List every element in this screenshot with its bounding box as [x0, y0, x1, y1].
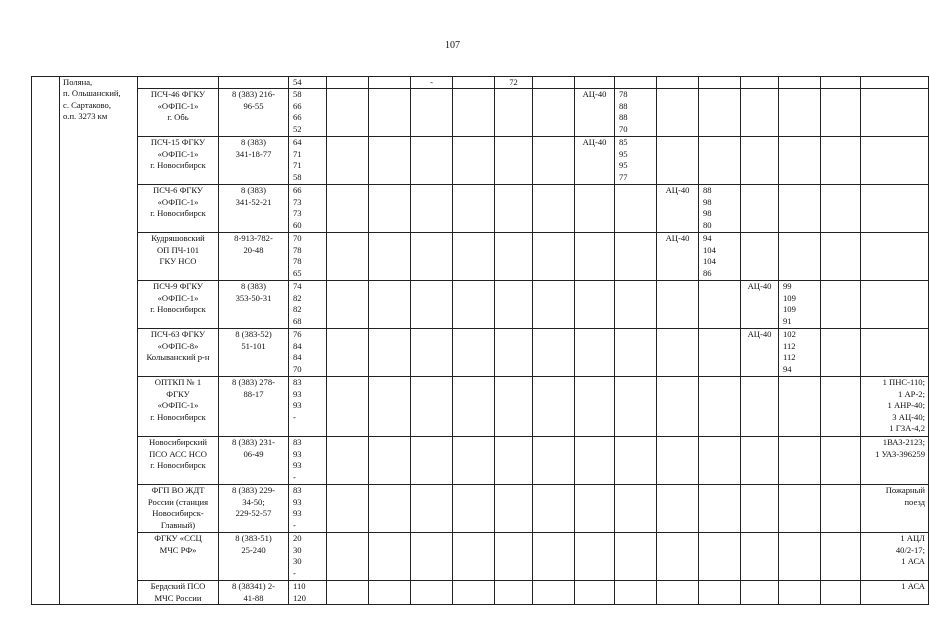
- empty-cell: [453, 329, 495, 377]
- empty-cell: [657, 533, 699, 581]
- empty-cell: [453, 281, 495, 329]
- empty-cell: [369, 533, 411, 581]
- table-row: [32, 437, 929, 485]
- phone-cell: 8 (383-51) 25-240: [219, 533, 289, 581]
- unit-cell: ПСЧ-6 ФГКУ «ОФПС-1» г. Новосибирск: [138, 185, 219, 233]
- vehicle-cell: АЦ-40: [741, 281, 779, 329]
- empty-cell: [657, 329, 699, 377]
- empty-cell: [327, 377, 369, 437]
- empty-cell: [327, 185, 369, 233]
- empty-cell: [533, 377, 575, 437]
- additional-forces-cell: 1ВАЗ-2123; 1 УАЗ-396259: [861, 437, 929, 485]
- empty-cell: [453, 437, 495, 485]
- table-row: [32, 329, 929, 377]
- empty-cell: [821, 437, 861, 485]
- vehicle-cell: АЦ-40: [657, 185, 699, 233]
- empty-cell: [861, 77, 929, 89]
- empty-cell: [495, 533, 533, 581]
- value-cell: 72: [495, 77, 533, 89]
- phone-cell: 8 (38341) 2- 41-88: [219, 581, 289, 605]
- empty-cell: [779, 581, 821, 605]
- empty-cell: [657, 581, 699, 605]
- unit-cell: ПСЧ-15 ФГКУ «ОФПС-1» г. Новосибирск: [138, 137, 219, 185]
- empty-cell: [533, 437, 575, 485]
- empty-cell: [657, 137, 699, 185]
- empty-cell: [699, 137, 741, 185]
- empty-cell: [369, 185, 411, 233]
- empty-cell: [779, 377, 821, 437]
- empty-cell: [411, 437, 453, 485]
- unit-cell: Новосибирский ПСО АСС НСО г. Новосибирск: [138, 437, 219, 485]
- empty-cell: [495, 89, 533, 137]
- empty-cell: [657, 377, 699, 437]
- empty-cell: [411, 329, 453, 377]
- empty-cell: [741, 581, 779, 605]
- empty-cell: [327, 89, 369, 137]
- table-row: [32, 233, 929, 281]
- empty-cell: [533, 89, 575, 137]
- empty-cell: [615, 329, 657, 377]
- empty-cell: [575, 329, 615, 377]
- empty-cell: [411, 281, 453, 329]
- empty-cell: [533, 281, 575, 329]
- phone-cell: 8 (383) 341-18-77: [219, 137, 289, 185]
- empty-cell: [615, 233, 657, 281]
- empty-cell: [369, 377, 411, 437]
- empty-cell: [821, 485, 861, 533]
- distance-cell: 58 66 66 52: [289, 89, 327, 137]
- empty-cell: [327, 533, 369, 581]
- table-row: [32, 137, 929, 185]
- empty-cell: [533, 485, 575, 533]
- empty-cell: [821, 581, 861, 605]
- empty-cell: [741, 137, 779, 185]
- empty-cell: [575, 377, 615, 437]
- phone-cell: 8 (383) 278- 88-17: [219, 377, 289, 437]
- empty-cell: [411, 485, 453, 533]
- additional-forces-cell: [861, 89, 929, 137]
- empty-cell: [779, 89, 821, 137]
- unit-cell: Кудряшовский ОП ПЧ-101 ГКУ НСО: [138, 233, 219, 281]
- empty-cell: [741, 377, 779, 437]
- empty-cell: [453, 533, 495, 581]
- empty-cell: [575, 77, 615, 89]
- empty-cell: [821, 137, 861, 185]
- empty-cell: [495, 581, 533, 605]
- vehicle-distance-cell: 94 104 104 86: [699, 233, 741, 281]
- distance-cell: 83 93 93 -: [289, 377, 327, 437]
- empty-cell: [821, 377, 861, 437]
- distance-cell: 54: [289, 77, 327, 89]
- empty-cell: [741, 185, 779, 233]
- empty-cell: [741, 89, 779, 137]
- empty-cell: [453, 185, 495, 233]
- empty-cell: [615, 581, 657, 605]
- phone-cell: 8-913-782- 20-48: [219, 233, 289, 281]
- phone-cell: 8 (383) 231- 06-49: [219, 437, 289, 485]
- empty-cell: [411, 89, 453, 137]
- table-row: [32, 77, 929, 89]
- empty-cell: [779, 485, 821, 533]
- empty-cell: [779, 437, 821, 485]
- additional-forces-cell: 1 АЦЛ 40/2-17; 1 АСА: [861, 533, 929, 581]
- empty-cell: [411, 377, 453, 437]
- empty-cell: [327, 281, 369, 329]
- empty-cell: [821, 233, 861, 281]
- additional-forces-cell: [861, 281, 929, 329]
- empty-cell: [575, 533, 615, 581]
- vehicle-distance-cell: 78 88 88 70: [615, 89, 657, 137]
- phone-cell: 8 (383) 353-50-31: [219, 281, 289, 329]
- unit-cell: ПСЧ-9 ФГКУ «ОФПС-1» г. Новосибирск: [138, 281, 219, 329]
- empty-cell: [699, 329, 741, 377]
- additional-forces-cell: [861, 233, 929, 281]
- phone-cell: 8 (383) 216- 96-55: [219, 89, 289, 137]
- vehicle-distance-cell: 99 109 109 91: [779, 281, 821, 329]
- distance-cell: 76 84 84 70: [289, 329, 327, 377]
- empty-cell: [657, 77, 699, 89]
- empty-cell: [657, 485, 699, 533]
- additional-forces-cell: [861, 137, 929, 185]
- table-row: [32, 377, 929, 437]
- empty-cell: [533, 185, 575, 233]
- phone-cell: [219, 77, 289, 89]
- empty-cell: [699, 377, 741, 437]
- unit-cell: [138, 77, 219, 89]
- empty-cell: [453, 137, 495, 185]
- empty-cell: [327, 581, 369, 605]
- empty-cell: [411, 533, 453, 581]
- empty-cell: [699, 533, 741, 581]
- empty-cell: [779, 77, 821, 89]
- empty-cell: [821, 185, 861, 233]
- empty-cell: [327, 329, 369, 377]
- table-row: [32, 89, 929, 137]
- vehicle-distance-cell: 102 112 112 94: [779, 329, 821, 377]
- unit-cell: Бердский ПСО МЧС России: [138, 581, 219, 605]
- empty-cell: [821, 77, 861, 89]
- empty-cell: [821, 281, 861, 329]
- phone-cell: 8 (383) 229- 34-50; 229-52-57: [219, 485, 289, 533]
- empty-cell: [821, 89, 861, 137]
- empty-cell: [533, 77, 575, 89]
- empty-cell: [453, 89, 495, 137]
- empty-cell: [369, 485, 411, 533]
- additional-forces-cell: 1 АСА: [861, 581, 929, 605]
- page-number: 107: [445, 40, 460, 51]
- empty-cell: [615, 77, 657, 89]
- table-row: [32, 581, 929, 605]
- empty-cell: [495, 185, 533, 233]
- empty-cell: [495, 377, 533, 437]
- unit-cell: ОПТКП № 1 ФГКУ «ОФПС-1» г. Новосибирск: [138, 377, 219, 437]
- empty-cell: [327, 485, 369, 533]
- empty-cell: [615, 437, 657, 485]
- empty-cell: [327, 137, 369, 185]
- distance-cell: 64 71 71 58: [289, 137, 327, 185]
- additional-forces-cell: [861, 185, 929, 233]
- empty-cell: [533, 581, 575, 605]
- empty-cell: [369, 281, 411, 329]
- empty-cell: [411, 581, 453, 605]
- deployment-table: [31, 76, 929, 605]
- empty-cell: [495, 281, 533, 329]
- distance-cell: 70 78 78 65: [289, 233, 327, 281]
- empty-cell: [615, 485, 657, 533]
- empty-cell: [453, 233, 495, 281]
- phone-cell: 8 (383) 341-52-21: [219, 185, 289, 233]
- empty-cell: [657, 437, 699, 485]
- empty-cell: [779, 137, 821, 185]
- empty-cell: [369, 233, 411, 281]
- vehicle-cell: АЦ-40: [741, 329, 779, 377]
- distance-cell: 83 93 93 -: [289, 485, 327, 533]
- empty-cell: [411, 137, 453, 185]
- additional-forces-cell: 1 ПНС-110; 1 АР-2; 1 АНР-40; 3 АЦ-40; 1 ГЗА-4,2: [861, 377, 929, 437]
- empty-cell: [615, 185, 657, 233]
- empty-cell: [533, 233, 575, 281]
- empty-cell: [615, 533, 657, 581]
- empty-cell: [699, 281, 741, 329]
- distance-cell: 110 120: [289, 581, 327, 605]
- empty-cell: [369, 77, 411, 89]
- empty-cell: [615, 377, 657, 437]
- vehicle-cell: АЦ-40: [575, 137, 615, 185]
- empty-cell: [453, 485, 495, 533]
- additional-forces-cell: [861, 329, 929, 377]
- distance-cell: 66 73 73 60: [289, 185, 327, 233]
- table-row: [32, 185, 929, 233]
- empty-cell: [453, 377, 495, 437]
- empty-cell: [821, 533, 861, 581]
- empty-cell: [699, 485, 741, 533]
- empty-cell: [699, 581, 741, 605]
- empty-cell: [615, 281, 657, 329]
- empty-cell: [495, 437, 533, 485]
- empty-cell: [327, 77, 369, 89]
- vehicle-distance-cell: 85 95 95 77: [615, 137, 657, 185]
- empty-cell: [741, 437, 779, 485]
- empty-cell: [575, 437, 615, 485]
- vehicle-distance-cell: 88 98 98 80: [699, 185, 741, 233]
- phone-cell: 8 (383-52) 51-101: [219, 329, 289, 377]
- empty-cell: [779, 233, 821, 281]
- location-cell: Поляна, п. Ольшанский, с. Сартаково, о.п. 3273 км: [60, 77, 138, 605]
- empty-cell: [779, 185, 821, 233]
- distance-cell: 83 93 93 -: [289, 437, 327, 485]
- distance-cell: 20 30 30 -: [289, 533, 327, 581]
- unit-cell: ПСЧ-63 ФГКУ «ОФПС-8» Колыванский р-н: [138, 329, 219, 377]
- empty-cell: [741, 77, 779, 89]
- empty-cell: [533, 329, 575, 377]
- empty-cell: [575, 485, 615, 533]
- vehicle-cell: АЦ-40: [657, 233, 699, 281]
- empty-cell: [699, 89, 741, 137]
- empty-cell: [575, 581, 615, 605]
- empty-cell: [369, 329, 411, 377]
- additional-forces-cell: Пожарный поезд: [861, 485, 929, 533]
- empty-cell: [411, 185, 453, 233]
- empty-cell: [533, 533, 575, 581]
- empty-cell: [369, 137, 411, 185]
- empty-cell: [699, 437, 741, 485]
- table-row: [32, 485, 929, 533]
- empty-cell: [495, 329, 533, 377]
- empty-cell: [369, 581, 411, 605]
- empty-cell: [741, 485, 779, 533]
- empty-cell: [575, 185, 615, 233]
- unit-cell: ФГП ВО ЖДТ России (станция Новосибирск- Главный): [138, 485, 219, 533]
- empty-cell: [369, 89, 411, 137]
- empty-cell: [821, 329, 861, 377]
- unit-cell: ФГКУ «ССЦ МЧС РФ»: [138, 533, 219, 581]
- empty-cell: [533, 137, 575, 185]
- vehicle-cell: АЦ-40: [575, 89, 615, 137]
- empty-cell: [453, 581, 495, 605]
- unit-cell: ПСЧ-46 ФГКУ «ОФПС-1» г. Обь: [138, 89, 219, 137]
- empty-cell: [699, 77, 741, 89]
- empty-cell: [495, 137, 533, 185]
- empty-cell: [741, 233, 779, 281]
- empty-cell: [779, 533, 821, 581]
- index-cell: [32, 77, 60, 605]
- empty-cell: [657, 281, 699, 329]
- empty-cell: [575, 281, 615, 329]
- empty-cell: [369, 437, 411, 485]
- value-cell: -: [411, 77, 453, 89]
- empty-cell: [495, 485, 533, 533]
- distance-cell: 74 82 82 68: [289, 281, 327, 329]
- empty-cell: [453, 77, 495, 89]
- table-row: [32, 281, 929, 329]
- empty-cell: [657, 89, 699, 137]
- table-row: [32, 533, 929, 581]
- empty-cell: [495, 233, 533, 281]
- empty-cell: [741, 533, 779, 581]
- empty-cell: [411, 233, 453, 281]
- empty-cell: [327, 437, 369, 485]
- empty-cell: [327, 233, 369, 281]
- empty-cell: [575, 233, 615, 281]
